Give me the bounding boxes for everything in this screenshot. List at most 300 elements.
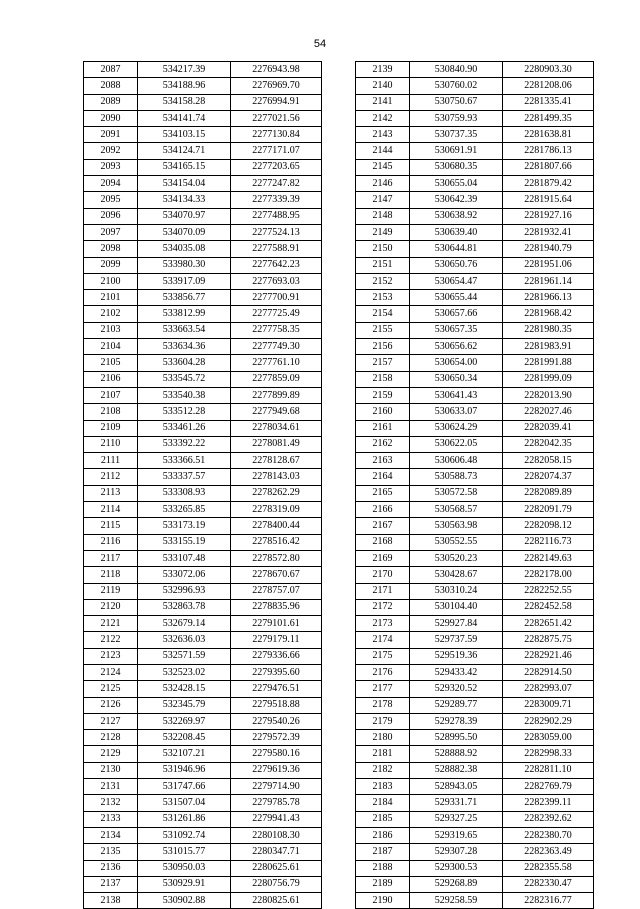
x-coordinate-cell: 532107.21 — [138, 746, 231, 762]
table-row — [84, 567, 322, 583]
x-coordinate-cell: 533980.30 — [138, 257, 231, 273]
table-row — [356, 534, 594, 550]
y-coordinate-cell: 2282902.29 — [503, 713, 594, 729]
point-number-cell: 2121 — [84, 616, 138, 632]
y-coordinate-cell: 2277588.91 — [231, 241, 322, 257]
table-row — [356, 306, 594, 322]
x-coordinate-cell: 533366.51 — [138, 453, 231, 469]
table-row — [356, 860, 594, 876]
x-coordinate-cell: 532996.93 — [138, 583, 231, 599]
table-row — [356, 127, 594, 143]
x-coordinate-cell: 533604.28 — [138, 355, 231, 371]
y-coordinate-cell: 2278128.67 — [231, 453, 322, 469]
y-coordinate-cell: 2282098.12 — [503, 518, 594, 534]
x-coordinate-cell: 530639.40 — [410, 224, 503, 240]
point-number-cell: 2163 — [356, 453, 410, 469]
x-coordinate-cell: 528943.05 — [410, 779, 503, 795]
table-row — [356, 599, 594, 615]
point-number-cell: 2119 — [84, 583, 138, 599]
y-coordinate-cell: 2277761.10 — [231, 355, 322, 371]
x-coordinate-cell: 530654.00 — [410, 355, 503, 371]
y-coordinate-cell: 2282330.47 — [503, 876, 594, 892]
y-coordinate-cell: 2280347.71 — [231, 844, 322, 860]
table-row — [84, 648, 322, 664]
table-row — [84, 746, 322, 762]
y-coordinate-cell: 2279101.61 — [231, 616, 322, 632]
y-coordinate-cell: 2279714.90 — [231, 779, 322, 795]
table-row — [84, 208, 322, 224]
table-row — [84, 762, 322, 778]
x-coordinate-cell: 532636.03 — [138, 632, 231, 648]
x-coordinate-cell: 530840.90 — [410, 62, 503, 78]
point-number-cell: 2129 — [84, 746, 138, 762]
point-number-cell: 2101 — [84, 290, 138, 306]
x-coordinate-cell: 530644.81 — [410, 241, 503, 257]
table-row — [356, 208, 594, 224]
table-row — [84, 420, 322, 436]
point-number-cell: 2102 — [84, 306, 138, 322]
x-coordinate-cell: 530656.62 — [410, 339, 503, 355]
point-number-cell: 2095 — [84, 192, 138, 208]
table-row — [356, 779, 594, 795]
x-coordinate-cell: 530929.91 — [138, 876, 231, 892]
x-coordinate-cell: 530657.35 — [410, 322, 503, 338]
table-row — [356, 518, 594, 534]
y-coordinate-cell: 2277130.84 — [231, 127, 322, 143]
point-number-cell: 2103 — [84, 322, 138, 338]
point-number-cell: 2098 — [84, 241, 138, 257]
x-coordinate-cell: 531015.77 — [138, 844, 231, 860]
y-coordinate-cell: 2281940.79 — [503, 241, 594, 257]
x-coordinate-cell: 530552.55 — [410, 534, 503, 550]
x-coordinate-cell: 530691.91 — [410, 143, 503, 159]
x-coordinate-cell: 534158.28 — [138, 94, 231, 110]
point-number-cell: 2126 — [84, 697, 138, 713]
y-coordinate-cell: 2277899.89 — [231, 387, 322, 403]
x-coordinate-cell: 533461.26 — [138, 420, 231, 436]
y-coordinate-cell: 2281879.42 — [503, 176, 594, 192]
x-coordinate-cell: 533634.36 — [138, 339, 231, 355]
table-row — [84, 860, 322, 876]
point-number-cell: 2152 — [356, 273, 410, 289]
y-coordinate-cell: 2279395.60 — [231, 664, 322, 680]
table-body — [356, 62, 594, 909]
point-number-cell: 2144 — [356, 143, 410, 159]
y-coordinate-cell: 2281999.09 — [503, 371, 594, 387]
table-row — [356, 387, 594, 403]
x-coordinate-cell: 534217.39 — [138, 62, 231, 78]
table-row — [356, 257, 594, 273]
point-number-cell: 2175 — [356, 648, 410, 664]
y-coordinate-cell: 2281980.35 — [503, 322, 594, 338]
x-coordinate-cell: 531092.74 — [138, 827, 231, 843]
point-number-cell: 2094 — [84, 176, 138, 192]
x-coordinate-cell: 534141.74 — [138, 110, 231, 126]
table-row — [84, 192, 322, 208]
point-number-cell: 2169 — [356, 550, 410, 566]
point-number-cell: 2124 — [84, 664, 138, 680]
y-coordinate-cell: 2276943.98 — [231, 62, 322, 78]
y-coordinate-cell: 2281499.35 — [503, 110, 594, 126]
y-coordinate-cell: 2278757.07 — [231, 583, 322, 599]
table-row — [356, 616, 594, 632]
point-number-cell: 2138 — [84, 893, 138, 909]
x-coordinate-cell: 530655.04 — [410, 176, 503, 192]
table-row — [356, 746, 594, 762]
x-coordinate-cell: 529268.89 — [410, 876, 503, 892]
x-coordinate-cell: 530606.48 — [410, 453, 503, 469]
y-coordinate-cell: 2279572.39 — [231, 730, 322, 746]
point-number-cell: 2134 — [84, 827, 138, 843]
point-number-cell: 2109 — [84, 420, 138, 436]
table-row — [356, 550, 594, 566]
y-coordinate-cell: 2282769.79 — [503, 779, 594, 795]
point-number-cell: 2133 — [84, 811, 138, 827]
y-coordinate-cell: 2278034.61 — [231, 420, 322, 436]
x-coordinate-cell: 534134.33 — [138, 192, 231, 208]
y-coordinate-cell: 2277859.09 — [231, 371, 322, 387]
x-coordinate-cell: 531261.86 — [138, 811, 231, 827]
table-row — [356, 143, 594, 159]
table-row — [84, 176, 322, 192]
y-coordinate-cell: 2280108.30 — [231, 827, 322, 843]
y-coordinate-cell: 2277642.23 — [231, 257, 322, 273]
table-row — [84, 713, 322, 729]
table-row — [356, 632, 594, 648]
x-coordinate-cell: 533812.99 — [138, 306, 231, 322]
x-coordinate-cell: 534070.97 — [138, 208, 231, 224]
y-coordinate-cell: 2282452.58 — [503, 599, 594, 615]
point-number-cell: 2178 — [356, 697, 410, 713]
table-row — [84, 550, 322, 566]
y-coordinate-cell: 2281966.13 — [503, 290, 594, 306]
table-row — [84, 127, 322, 143]
x-coordinate-cell: 532523.02 — [138, 664, 231, 680]
x-coordinate-cell: 530902.88 — [138, 893, 231, 909]
point-number-cell: 2117 — [84, 550, 138, 566]
y-coordinate-cell: 2282811.10 — [503, 762, 594, 778]
y-coordinate-cell: 2281786.13 — [503, 143, 594, 159]
point-number-cell: 2111 — [84, 453, 138, 469]
x-coordinate-cell: 530950.03 — [138, 860, 231, 876]
table-row — [84, 339, 322, 355]
y-coordinate-cell: 2282013.90 — [503, 387, 594, 403]
point-number-cell: 2149 — [356, 224, 410, 240]
table-row — [84, 62, 322, 78]
y-coordinate-cell: 2282993.07 — [503, 681, 594, 697]
point-number-cell: 2087 — [84, 62, 138, 78]
table-row — [356, 436, 594, 452]
x-coordinate-cell: 534103.15 — [138, 127, 231, 143]
x-coordinate-cell: 528995.50 — [410, 730, 503, 746]
x-coordinate-cell: 529433.42 — [410, 664, 503, 680]
point-number-cell: 2177 — [356, 681, 410, 697]
y-coordinate-cell: 2281638.81 — [503, 127, 594, 143]
x-coordinate-cell: 529300.53 — [410, 860, 503, 876]
table-row — [84, 273, 322, 289]
x-coordinate-cell: 534035.08 — [138, 241, 231, 257]
table-row — [356, 371, 594, 387]
table-row — [84, 355, 322, 371]
point-number-cell: 2181 — [356, 746, 410, 762]
table-row — [84, 371, 322, 387]
x-coordinate-cell: 529331.71 — [410, 795, 503, 811]
table-row — [356, 697, 594, 713]
y-coordinate-cell: 2282316.77 — [503, 893, 594, 909]
table-row — [356, 795, 594, 811]
point-number-cell: 2188 — [356, 860, 410, 876]
y-coordinate-cell: 2277339.39 — [231, 192, 322, 208]
table-row — [84, 811, 322, 827]
x-coordinate-cell: 533173.19 — [138, 518, 231, 534]
y-coordinate-cell: 2277949.68 — [231, 404, 322, 420]
table-row — [356, 453, 594, 469]
y-coordinate-cell: 2281968.42 — [503, 306, 594, 322]
point-number-cell: 2162 — [356, 436, 410, 452]
x-coordinate-cell: 533545.72 — [138, 371, 231, 387]
point-number-cell: 2123 — [84, 648, 138, 664]
x-coordinate-cell: 529927.84 — [410, 616, 503, 632]
x-coordinate-cell: 529319.65 — [410, 827, 503, 843]
y-coordinate-cell: 2282027.46 — [503, 404, 594, 420]
point-number-cell: 2155 — [356, 322, 410, 338]
y-coordinate-cell: 2282363.49 — [503, 844, 594, 860]
table-row — [356, 567, 594, 583]
x-coordinate-cell: 530654.47 — [410, 273, 503, 289]
y-coordinate-cell: 2277725.49 — [231, 306, 322, 322]
table-row — [356, 876, 594, 892]
x-coordinate-cell: 529327.25 — [410, 811, 503, 827]
table-row — [84, 844, 322, 860]
table-row — [84, 290, 322, 306]
y-coordinate-cell: 2282998.33 — [503, 746, 594, 762]
y-coordinate-cell: 2283059.00 — [503, 730, 594, 746]
y-coordinate-cell: 2281951.06 — [503, 257, 594, 273]
point-number-cell: 2113 — [84, 485, 138, 501]
table-row — [356, 224, 594, 240]
y-coordinate-cell: 2282089.89 — [503, 485, 594, 501]
x-coordinate-cell: 528888.92 — [410, 746, 503, 762]
table-row — [356, 844, 594, 860]
point-number-cell: 2115 — [84, 518, 138, 534]
point-number-cell: 2154 — [356, 306, 410, 322]
y-coordinate-cell: 2277247.82 — [231, 176, 322, 192]
point-number-cell: 2137 — [84, 876, 138, 892]
table-row — [84, 436, 322, 452]
point-number-cell: 2160 — [356, 404, 410, 420]
y-coordinate-cell: 2281807.66 — [503, 159, 594, 175]
y-coordinate-cell: 2281961.14 — [503, 273, 594, 289]
x-coordinate-cell: 530568.57 — [410, 502, 503, 518]
table-row — [84, 876, 322, 892]
table-row — [356, 648, 594, 664]
point-number-cell: 2170 — [356, 567, 410, 583]
table-row — [84, 94, 322, 110]
table-row — [84, 827, 322, 843]
x-coordinate-cell: 534165.15 — [138, 159, 231, 175]
table-row — [84, 143, 322, 159]
y-coordinate-cell: 2282355.58 — [503, 860, 594, 876]
point-number-cell: 2139 — [356, 62, 410, 78]
x-coordinate-cell: 530572.58 — [410, 485, 503, 501]
table-row — [84, 387, 322, 403]
table-row — [84, 257, 322, 273]
table-row — [84, 583, 322, 599]
table-row — [84, 110, 322, 126]
point-number-cell: 2180 — [356, 730, 410, 746]
x-coordinate-cell: 533155.19 — [138, 534, 231, 550]
point-number-cell: 2131 — [84, 779, 138, 795]
table-row — [84, 518, 322, 534]
x-coordinate-cell: 530622.05 — [410, 436, 503, 452]
x-coordinate-cell: 529289.77 — [410, 697, 503, 713]
point-number-cell: 2184 — [356, 795, 410, 811]
point-number-cell: 2146 — [356, 176, 410, 192]
x-coordinate-cell: 530428.67 — [410, 567, 503, 583]
y-coordinate-cell: 2277700.91 — [231, 290, 322, 306]
table-row — [84, 795, 322, 811]
point-number-cell: 2147 — [356, 192, 410, 208]
x-coordinate-cell: 533512.28 — [138, 404, 231, 420]
point-number-cell: 2136 — [84, 860, 138, 876]
x-coordinate-cell: 530638.92 — [410, 208, 503, 224]
point-number-cell: 2114 — [84, 502, 138, 518]
table-row — [84, 404, 322, 420]
point-number-cell: 2156 — [356, 339, 410, 355]
table-row — [356, 404, 594, 420]
table-row — [356, 322, 594, 338]
y-coordinate-cell: 2278670.67 — [231, 567, 322, 583]
x-coordinate-cell: 530310.24 — [410, 583, 503, 599]
y-coordinate-cell: 2278143.03 — [231, 469, 322, 485]
table-row — [84, 632, 322, 648]
x-coordinate-cell: 532208.45 — [138, 730, 231, 746]
y-coordinate-cell: 2279580.16 — [231, 746, 322, 762]
point-number-cell: 2107 — [84, 387, 138, 403]
table-row — [356, 469, 594, 485]
point-number-cell: 2127 — [84, 713, 138, 729]
y-coordinate-cell: 2280625.61 — [231, 860, 322, 876]
y-coordinate-cell: 2279619.36 — [231, 762, 322, 778]
point-number-cell: 2089 — [84, 94, 138, 110]
point-number-cell: 2153 — [356, 290, 410, 306]
point-number-cell: 2157 — [356, 355, 410, 371]
point-number-cell: 2116 — [84, 534, 138, 550]
point-number-cell: 2159 — [356, 387, 410, 403]
x-coordinate-cell: 530680.35 — [410, 159, 503, 175]
y-coordinate-cell: 2282178.00 — [503, 567, 594, 583]
x-coordinate-cell: 530750.67 — [410, 94, 503, 110]
y-coordinate-cell: 2278516.42 — [231, 534, 322, 550]
point-number-cell: 2130 — [84, 762, 138, 778]
y-coordinate-cell: 2281915.64 — [503, 192, 594, 208]
x-coordinate-cell: 530760.02 — [410, 78, 503, 94]
y-coordinate-cell: 2279336.66 — [231, 648, 322, 664]
point-number-cell: 2122 — [84, 632, 138, 648]
point-number-cell: 2173 — [356, 616, 410, 632]
x-coordinate-cell: 533107.48 — [138, 550, 231, 566]
table-row — [356, 339, 594, 355]
point-number-cell: 2172 — [356, 599, 410, 615]
y-coordinate-cell: 2282116.73 — [503, 534, 594, 550]
table-row — [84, 779, 322, 795]
table-row — [356, 273, 594, 289]
point-number-cell: 2112 — [84, 469, 138, 485]
x-coordinate-cell: 531507.04 — [138, 795, 231, 811]
y-coordinate-cell: 2283009.71 — [503, 697, 594, 713]
y-coordinate-cell: 2276969.70 — [231, 78, 322, 94]
y-coordinate-cell: 2279476.51 — [231, 681, 322, 697]
x-coordinate-cell: 533663.54 — [138, 322, 231, 338]
x-coordinate-cell: 529519.36 — [410, 648, 503, 664]
table-row — [84, 159, 322, 175]
point-number-cell: 2092 — [84, 143, 138, 159]
point-number-cell: 2135 — [84, 844, 138, 860]
point-number-cell: 2189 — [356, 876, 410, 892]
table-row — [356, 827, 594, 843]
table-row — [356, 110, 594, 126]
point-number-cell: 2120 — [84, 599, 138, 615]
table-row — [356, 94, 594, 110]
point-number-cell: 2142 — [356, 110, 410, 126]
y-coordinate-cell: 2282058.15 — [503, 453, 594, 469]
y-coordinate-cell: 2280756.79 — [231, 876, 322, 892]
y-coordinate-cell: 2277749.30 — [231, 339, 322, 355]
point-number-cell: 2104 — [84, 339, 138, 355]
x-coordinate-cell: 530657.66 — [410, 306, 503, 322]
table-row — [356, 713, 594, 729]
point-number-cell: 2088 — [84, 78, 138, 94]
y-coordinate-cell: 2282091.79 — [503, 502, 594, 518]
y-coordinate-cell: 2280825.61 — [231, 893, 322, 909]
y-coordinate-cell: 2282042.35 — [503, 436, 594, 452]
x-coordinate-cell: 532571.59 — [138, 648, 231, 664]
table-row — [84, 469, 322, 485]
table-row — [84, 322, 322, 338]
y-coordinate-cell: 2277693.03 — [231, 273, 322, 289]
point-number-cell: 2150 — [356, 241, 410, 257]
point-number-cell: 2183 — [356, 779, 410, 795]
table-row — [356, 730, 594, 746]
y-coordinate-cell: 2279518.88 — [231, 697, 322, 713]
point-number-cell: 2140 — [356, 78, 410, 94]
table-row — [356, 811, 594, 827]
y-coordinate-cell: 2278572.80 — [231, 550, 322, 566]
point-number-cell: 2187 — [356, 844, 410, 860]
point-number-cell: 2182 — [356, 762, 410, 778]
point-number-cell: 2145 — [356, 159, 410, 175]
x-coordinate-cell: 533265.85 — [138, 502, 231, 518]
point-number-cell: 2167 — [356, 518, 410, 534]
y-coordinate-cell: 2278400.44 — [231, 518, 322, 534]
x-coordinate-cell: 533337.57 — [138, 469, 231, 485]
x-coordinate-cell: 530650.76 — [410, 257, 503, 273]
point-number-cell: 2176 — [356, 664, 410, 680]
y-coordinate-cell: 2279941.43 — [231, 811, 322, 827]
point-number-cell: 2174 — [356, 632, 410, 648]
point-number-cell: 2185 — [356, 811, 410, 827]
point-number-cell: 2148 — [356, 208, 410, 224]
table-row — [84, 599, 322, 615]
point-number-cell: 2179 — [356, 713, 410, 729]
point-number-cell: 2100 — [84, 273, 138, 289]
x-coordinate-cell: 530642.39 — [410, 192, 503, 208]
point-number-cell: 2165 — [356, 485, 410, 501]
point-number-cell: 2158 — [356, 371, 410, 387]
table-row — [356, 681, 594, 697]
table-row — [356, 583, 594, 599]
x-coordinate-cell: 532679.14 — [138, 616, 231, 632]
